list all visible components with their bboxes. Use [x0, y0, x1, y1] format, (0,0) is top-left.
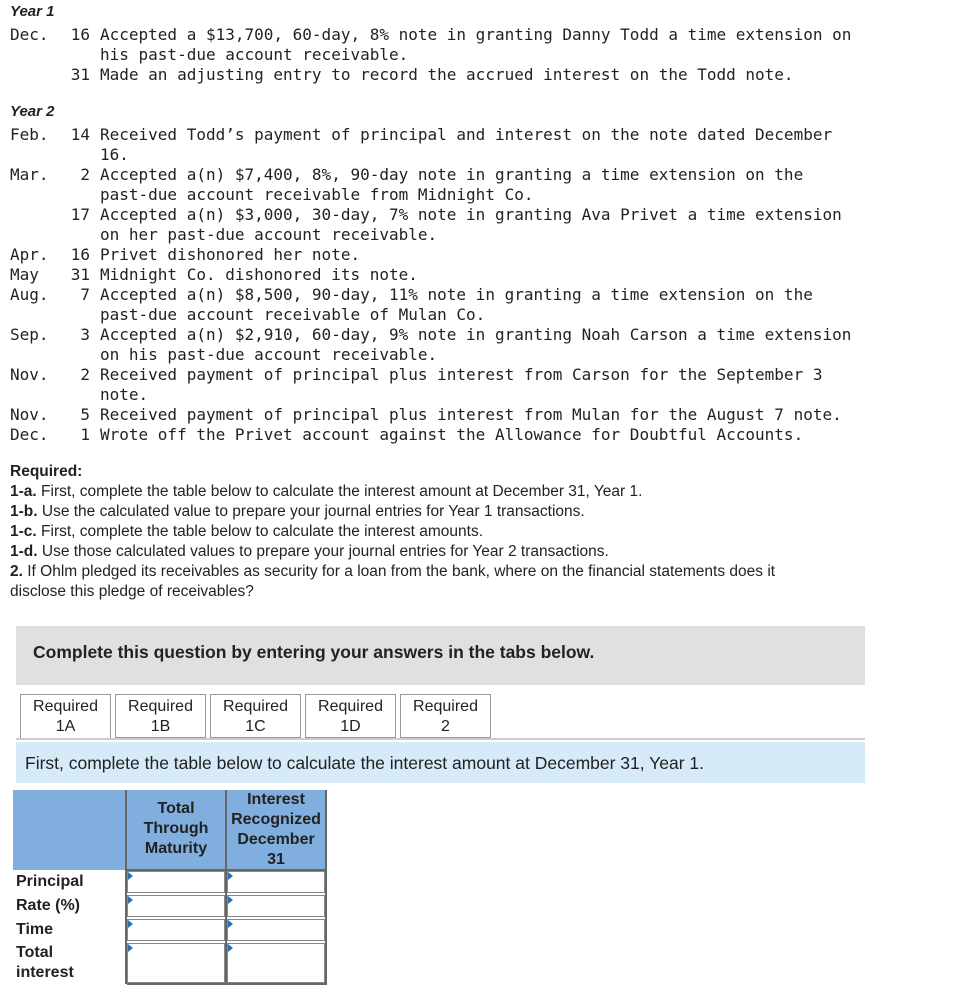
year1-heading: Year 1	[10, 3, 55, 20]
header-text: Through	[143, 820, 209, 837]
header-text: Total	[157, 800, 195, 817]
entry-text: Accepted a(n) $7,400, 8%, 90-day note in granting a time extension on the	[100, 165, 804, 184]
table-divider	[225, 790, 227, 984]
row-label-text: Total	[16, 944, 54, 961]
instruction-text: First, complete the table below to calculate the interest amount at December 31, Year 1.	[25, 753, 704, 773]
required-text: Use the calculated value to prepare your journal entries for Year 1 transactions.	[41, 503, 585, 520]
required-section	[10, 462, 775, 602]
entry-text: on her past-due account receivable.	[100, 225, 438, 244]
tab-required-1d[interactable]	[305, 694, 396, 738]
complete-banner	[16, 626, 865, 685]
entry-text: Privet dishonored her note.	[100, 245, 361, 264]
time-total-input[interactable]	[127, 919, 225, 941]
entry-text: note.	[100, 385, 149, 404]
entry-day: 1	[80, 425, 90, 444]
tab-label: Required	[128, 698, 193, 715]
required-num: 1-d.	[10, 543, 38, 560]
entry-text: on his past-due account receivable.	[100, 345, 438, 364]
header-interest-recognized	[227, 790, 325, 870]
entry-month: Dec.	[10, 25, 49, 44]
required-num: 1-a.	[10, 483, 37, 500]
tab-label: Required	[223, 698, 288, 715]
table-divider	[125, 790, 127, 984]
tab-label: 1B	[150, 718, 171, 735]
entry-month: May	[10, 265, 39, 284]
complete-banner-text: Complete this question by entering your answers in the tabs below.	[33, 642, 595, 662]
entry-text: Accepted a(n) $8,500, 90-day, 11% note in granting a time extension on the	[100, 285, 813, 304]
entry-text: past-due account receivable of Mulan Co.	[100, 305, 486, 324]
entry-month: Sep.	[10, 325, 49, 344]
row-label-text: interest	[16, 964, 74, 981]
entry-text: 16.	[100, 145, 129, 164]
total-interest-total-input[interactable]	[127, 943, 225, 983]
entry-day: 31	[70, 265, 90, 284]
entry-month: Apr.	[10, 245, 49, 264]
tab-divider	[16, 738, 865, 740]
tab-label: 2	[441, 718, 450, 735]
tab-label: Required	[33, 698, 98, 715]
table-divider	[127, 869, 327, 871]
row-label-time: Time	[13, 919, 125, 941]
required-text: First, complete the table below to calculate the interest amounts.	[41, 523, 484, 540]
header-text: 31	[267, 851, 285, 868]
row-label-rate: Rate (%)	[13, 895, 125, 917]
entry-day: 3	[80, 325, 90, 344]
entry-text: Received Todd’s payment of principal and interest on the note dated December	[100, 125, 833, 144]
entry-month: Nov.	[10, 365, 49, 384]
entry-day: 7	[80, 285, 90, 304]
year2-heading: Year 2	[10, 103, 55, 120]
entry-month: Mar.	[10, 165, 49, 184]
entry-text: his past-due account receivable.	[100, 45, 409, 64]
rate-total-input[interactable]	[127, 895, 225, 917]
entry-day: 16	[70, 245, 90, 264]
tab-required-1b[interactable]	[115, 694, 206, 738]
tab-required-1a[interactable]	[20, 694, 111, 738]
rate-recognized-input[interactable]	[227, 895, 325, 917]
entry-text: Accepted a(n) $2,910, 60-day, 9% note in granting Noah Carson a time extension	[100, 325, 852, 344]
time-recognized-input[interactable]	[227, 919, 325, 941]
row-label-principal: Principal	[13, 871, 125, 893]
required-num: 1-b.	[10, 503, 38, 520]
entry-text: Made an adjusting entry to record the accrued interest on the Todd note.	[100, 65, 794, 84]
header-text: Recognized	[231, 811, 321, 828]
entry-text: past-due account receivable from Midnight Co.	[100, 185, 534, 204]
required-heading: Required:	[10, 463, 83, 480]
required-text: If Ohlm pledged its receivables as security for a loan from the bank, where on the financial statements does it	[27, 563, 776, 580]
principal-total-input[interactable]	[127, 871, 225, 893]
entry-text: Midnight Co. dishonored its note.	[100, 265, 418, 284]
header-text: Maturity	[144, 840, 208, 857]
entry-text: Accepted a $13,700, 60-day, 8% note in granting Danny Todd a time extension on	[100, 25, 852, 44]
entry-day: 17	[70, 205, 90, 224]
entry-day: 2	[80, 365, 90, 384]
tab-label: 1A	[55, 718, 76, 735]
table-divider	[325, 790, 327, 984]
entry-month: Dec.	[10, 425, 49, 444]
total-interest-recognized-input[interactable]	[227, 943, 325, 983]
entry-day: 2	[80, 165, 90, 184]
required-text: First, complete the table below to calculate the interest amount at December 31, Year 1.	[41, 483, 643, 500]
header-text: Interest	[247, 791, 305, 808]
tab-required-2[interactable]	[400, 694, 491, 738]
required-text: Use those calculated values to prepare your journal entries for Year 2 transactions.	[41, 543, 609, 560]
header-text: December	[237, 831, 315, 848]
instruction-bar	[16, 742, 865, 783]
tab-label: Required	[318, 698, 383, 715]
header-total-through-maturity	[127, 790, 225, 870]
entry-day: 5	[80, 405, 90, 424]
row-label-total-interest	[13, 943, 125, 983]
entry-month: Nov.	[10, 405, 49, 424]
entry-text: Received payment of principal plus interest from Mulan for the August 7 note.	[100, 405, 842, 424]
required-num: 2.	[10, 563, 23, 580]
tab-label: Required	[413, 698, 478, 715]
tab-required-1c[interactable]	[210, 694, 301, 738]
entry-day: 31	[70, 65, 90, 84]
required-num: 1-c.	[10, 523, 37, 540]
tab-label: 1D	[340, 718, 361, 735]
principal-recognized-input[interactable]	[227, 871, 325, 893]
required-text: disclose this pledge of receivables?	[10, 583, 254, 600]
entry-month: Feb.	[10, 125, 49, 144]
entry-text: Wrote off the Privet account against the Allowance for Doubtful Accounts.	[100, 425, 804, 444]
entry-month: Aug.	[10, 285, 49, 304]
table-header-blank	[13, 790, 125, 870]
table-divider	[127, 983, 327, 985]
entry-day: 16	[70, 25, 90, 44]
tab-label: 1C	[245, 718, 266, 735]
entry-text: Received payment of principal plus interest from Carson for the September 3	[100, 365, 823, 384]
entry-text: Accepted a(n) $3,000, 30-day, 7% note in granting Ava Privet a time extension	[100, 205, 842, 224]
entry-day: 14	[70, 125, 90, 144]
